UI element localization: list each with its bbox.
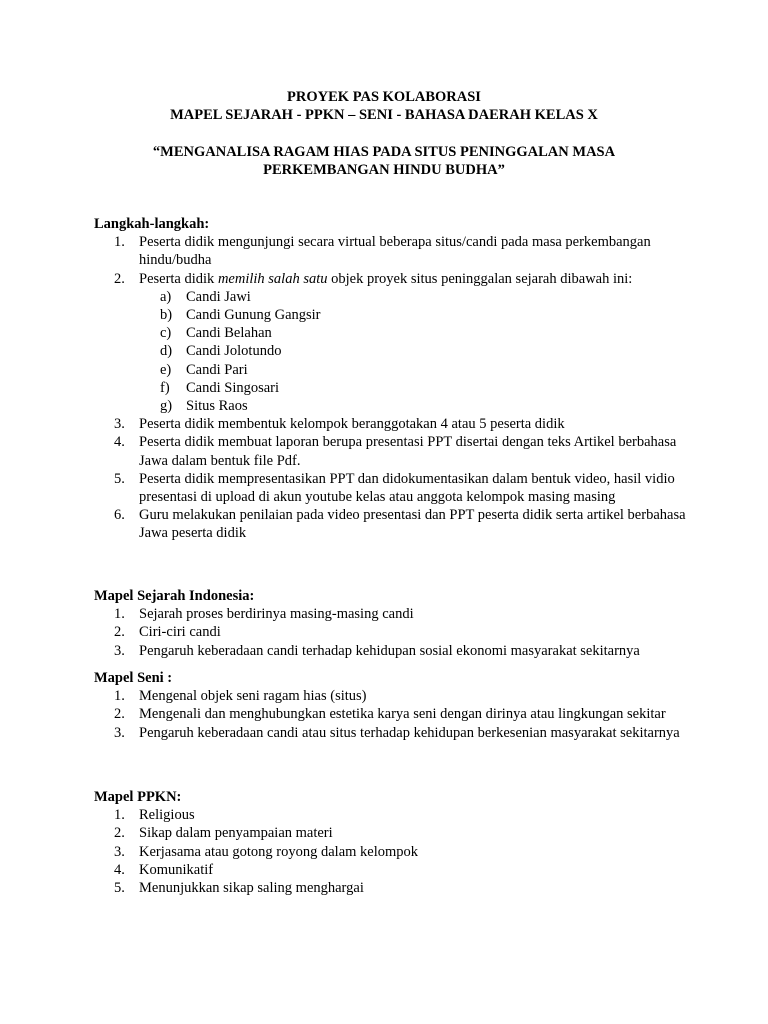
step-item [94,506,694,542]
item-text: Kerjasama atau gotong royong dalam kelompok [139,843,419,860]
steps-heading: Langkah-langkah: [94,216,210,232]
step-text: Peserta didik mengunjungi secara virtual beberapa situs/candi pada masa perkembangan hindu/budha [139,234,651,269]
site-letter: d) [160,343,173,360]
item-number: 3. [114,724,125,741]
site-name: Candi Singosari [186,379,280,396]
item-number: 1. [114,807,125,824]
site-option [94,361,694,379]
list-item [94,861,694,879]
item-number: 2. [114,706,125,723]
item-text: Religious [139,807,195,824]
step-number: 4. [114,434,125,451]
step-text: Peserta didik mempresentasikan PPT dan didokumentasikan dalam bentuk video, hasil vidio presentasi di upload di akun youtube kelas atau anggota kelompok masing masing [139,470,675,506]
item-text: Sejarah proses berdirinya masing-masing candi [139,606,414,623]
step-number: 6. [114,507,125,524]
site-option [94,324,694,342]
item-text: Komunikatif [139,861,214,878]
site-name: Candi Pari [186,361,248,378]
site-letter: g) [160,398,173,415]
item-number: 1. [114,688,125,705]
seni-section [94,669,694,742]
list-item [94,724,694,742]
step-text-emphasis: memilih salah satu [217,270,328,287]
site-option [94,379,694,397]
item-text: Mengenal objek seni ragam hias (situs) [139,688,367,705]
site-option [94,397,694,415]
list-item [94,705,694,723]
step-text: Peserta didik membuat laporan berupa presentasi PPT disertai dengan teks Artikel berbahasa Jawa dalam bentuk file Pdf. [139,434,677,469]
ppkn-heading: Mapel PPKN: [94,789,182,805]
step-text: Peserta didik [139,270,218,287]
list-item [94,843,694,861]
item-number: 2. [114,825,125,842]
item-text: Menunjukkan sikap saling menghargai [139,880,364,897]
ppkn-section [94,788,694,897]
step-text: Peserta didik membentuk kelompok beranggotakan 4 atau 5 peserta didik [139,416,565,433]
site-option [94,288,694,306]
step-number: 2. [114,270,125,287]
step-number: 3. [114,416,125,433]
step-item [94,433,694,469]
site-name: Candi Jolotundo [186,343,282,360]
step-text: objek proyek situs peninggalan sejarah dibawah ini: [327,270,633,287]
item-number: 2. [114,624,125,641]
site-letter: e) [160,361,172,378]
project-theme-line2: PERKEMBANGAN HINDU BUDHA” [263,162,505,178]
item-number: 3. [114,642,125,659]
site-letter: f) [160,379,170,396]
list-item [94,623,694,641]
doc-subtitle: MAPEL SEJARAH - PPKN – SENI - BAHASA DAERAH KELAS X [170,107,598,123]
step-number: 1. [114,234,125,251]
item-text: Pengaruh keberadaan candi atau situs terhadap kehidupan berkesenian masyarakat sekitarnya [139,724,680,741]
item-number: 3. [114,843,125,860]
list-item [94,642,694,660]
list-item [94,824,694,842]
site-letter: c) [160,325,172,342]
list-item [94,687,694,705]
item-text: Mengenali dan menghubungkan estetika karya seni dengan dirinya atau lingkungan sekitar [139,706,666,723]
list-item [94,879,694,897]
site-name: Candi Gunung Gangsir [186,307,321,324]
site-option [94,306,694,324]
step-text: Guru melakukan penilaian pada video presentasi dan PPT peserta didik serta artikel berbahasa Jawa peserta didik [139,507,686,542]
step-item [94,415,694,433]
item-number: 5. [114,880,125,897]
steps-section [94,215,694,543]
step-item [94,270,694,288]
list-item [94,806,694,824]
item-text: Sikap dalam penyampaian materi [139,825,333,842]
site-name: Candi Jawi [186,288,251,305]
step-number: 5. [114,470,125,487]
seni-heading: Mapel Seni : [94,670,173,686]
site-letter: a) [160,288,172,305]
item-text: Ciri-ciri candi [139,624,221,641]
site-letter: b) [160,307,173,324]
sejarah-heading: Mapel Sejarah Indonesia: [94,588,255,604]
project-theme-line1: “MENGANALISA RAGAM HIAS PADA SITUS PENINGGALAN MASA [152,144,616,160]
site-option [94,342,694,360]
doc-title: PROYEK PAS KOLABORASI [287,89,481,105]
step-item [94,470,694,506]
step-item [94,233,694,269]
sejarah-section [94,587,694,660]
list-item [94,605,694,623]
site-name: Candi Belahan [186,325,272,342]
item-number: 1. [114,606,125,623]
item-number: 4. [114,861,125,878]
site-name: Situs Raos [186,398,248,415]
item-text: Pengaruh keberadaan candi terhadap kehidupan sosial ekonomi masyarakat sekitarnya [139,642,640,659]
